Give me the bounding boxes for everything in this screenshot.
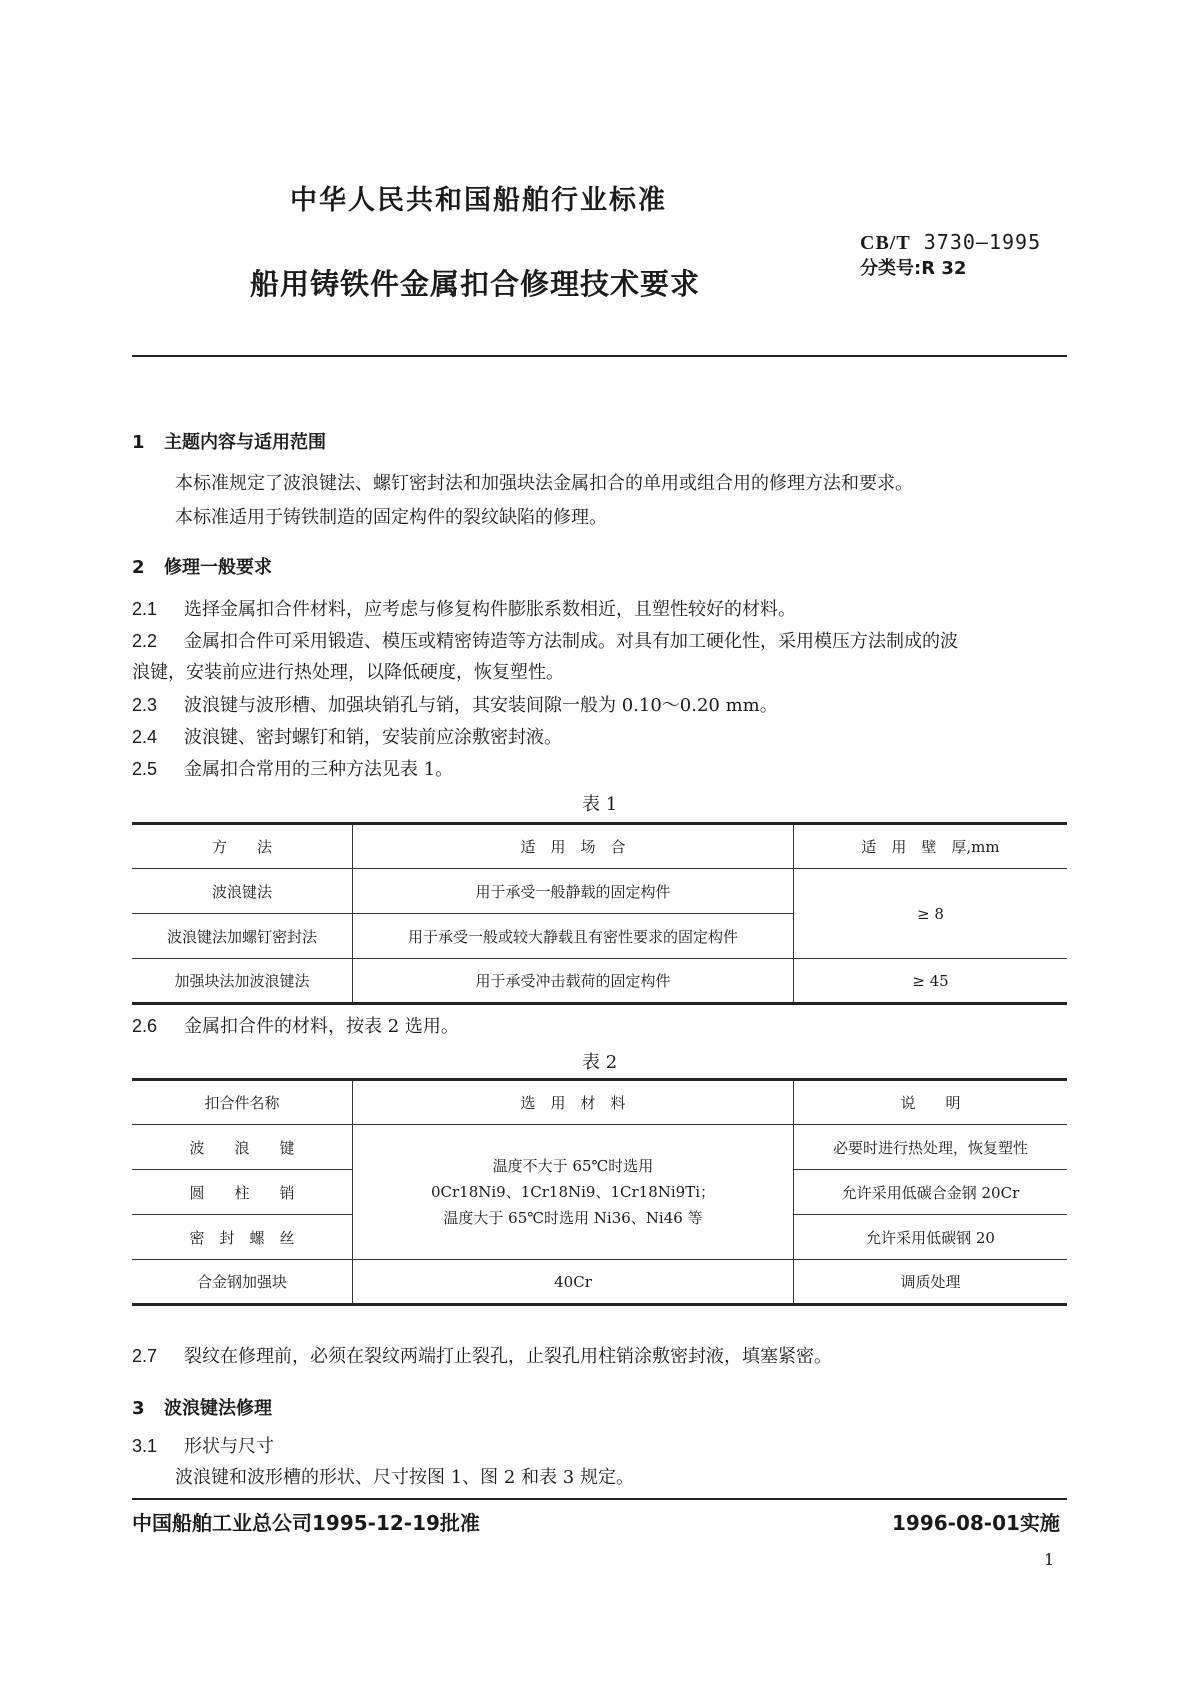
table-row: 波浪键法 用于承受一般静载的固定构件 ≥ 8: [132, 869, 1067, 914]
clause-2-1: 2.1 选择金属扣合件材料，应考虑与修复构件膨胀系数相近，且塑性较好的材料。: [132, 599, 796, 620]
table-1-caption: 表 1: [582, 794, 618, 815]
table-2-header-name: 扣合件名称: [132, 1080, 353, 1125]
clause-2-2-continued: 浪键，安装前应进行热处理，以降低硬度，恢复塑性。: [132, 662, 564, 683]
document-title: 船用铸铁件金属扣合修理技术要求: [250, 267, 701, 301]
section-3-paragraph-1: 波浪键和波形槽的形状、尺寸按图 1、图 2 和表 3 规定。: [175, 1467, 634, 1488]
table-2: [132, 1078, 1067, 1306]
table-row: 加强块法加波浪键法 用于承受冲击载荷的固定构件 ≥ 45: [132, 959, 1067, 1004]
section-2-title: 修理一般要求: [164, 557, 272, 578]
table-1-header-usage: 适 用 场 合: [353, 824, 794, 869]
section-1-title: 主题内容与适用范围: [164, 432, 326, 453]
classification-number: 分类号:R 32: [860, 258, 967, 279]
table-2-header-material: 选 用 材 料: [353, 1080, 794, 1125]
table-1: [132, 822, 1067, 1005]
table-2-material-merged: 温度不大于 65℃时选用 0Cr18Ni9、1Cr18Ni9、1Cr18Ni9Ti； 温度大于 65℃时选用 Ni36、Ni46 等: [353, 1125, 794, 1260]
table-1-thickness-merged: ≥ 8: [794, 869, 1068, 959]
section-3-heading: [132, 1394, 272, 1420]
table-row: 合金钢加强块 40Cr 调质处理: [132, 1260, 1067, 1305]
issuing-authority: 中华人民共和国船舶行业标准: [290, 185, 667, 216]
table-2-caption: 表 2: [582, 1052, 618, 1073]
table-1-header-thickness: 适 用 壁 厚,mm: [794, 824, 1068, 869]
page-number: 1: [1044, 1550, 1055, 1569]
clause-2-6: 2.6 金属扣合件的材料，按表 2 选用。: [132, 1016, 459, 1037]
section-2-heading: [132, 553, 272, 579]
section-3-title: 波浪键法修理: [164, 1398, 272, 1419]
effective-date: 1996-08-01实施: [892, 1511, 1060, 1535]
standard-code-number: 3730—1995: [923, 230, 1042, 254]
section-1-paragraph-2: 本标准适用于铸铁制造的固定构件的裂纹缺陷的修理。: [175, 507, 607, 528]
table-1-header-method: 方 法: [132, 824, 353, 869]
clause-2-2: 2.2 金属扣合件可采用锻造、模压或精密铸造等方法制成。对具有加工硬化性，采用模压方法制成的波: [132, 631, 958, 652]
standard-code-prefix: CB/T: [860, 232, 911, 254]
table-2-header-notes: 说 明: [794, 1080, 1068, 1125]
table-row: 波 浪 键 温度不大于 65℃时选用 0Cr18Ni9、1Cr18Ni9、1Cr18Ni9Ti； 温度大于 65℃时选用 Ni36、Ni46 等 必要时进行热处理，恢复塑性: [132, 1125, 1067, 1170]
section-1-heading: [132, 428, 326, 454]
clause-2-7: 2.7 裂纹在修理前，必须在裂纹两端打止裂孔，止裂孔用柱销涂敷密封液，填塞紧密。: [132, 1346, 832, 1367]
standard-code: [860, 230, 1041, 255]
clause-2-5: 2.5 金属扣合常用的三种方法见表 1。: [132, 759, 454, 780]
clause-3-1: 3.1 形状与尺寸: [132, 1436, 274, 1457]
section-1-number: 1: [132, 432, 145, 453]
clause-2-3: 2.3 波浪键与波形槽、加强块销孔与销，其安装间隙一般为 0.10～0.20 mm。: [132, 695, 778, 716]
section-1-paragraph-1: 本标准规定了波浪键法、螺钉密封法和加强块法金属扣合的单用或组合用的修理方法和要求。: [175, 473, 913, 494]
section-3-number: 3: [132, 1398, 145, 1419]
approval-line: 中国船舶工业总公司1995-12-19批准: [132, 1511, 480, 1535]
table-row: 密 封 螺 丝 允许采用低碳钢 20: [132, 1215, 1067, 1260]
section-2-number: 2: [132, 557, 145, 578]
table-row: 圆 柱 销 允许采用低碳合金钢 20Cr: [132, 1170, 1067, 1215]
header-divider: [132, 355, 1067, 357]
table-row: 波浪键法加螺钉密封法 用于承受一般或较大静载且有密性要求的固定构件: [132, 914, 1067, 959]
clause-2-4: 2.4 波浪键、密封螺钉和销，安装前应涂敷密封液。: [132, 727, 562, 748]
footer-divider: [132, 1498, 1067, 1500]
